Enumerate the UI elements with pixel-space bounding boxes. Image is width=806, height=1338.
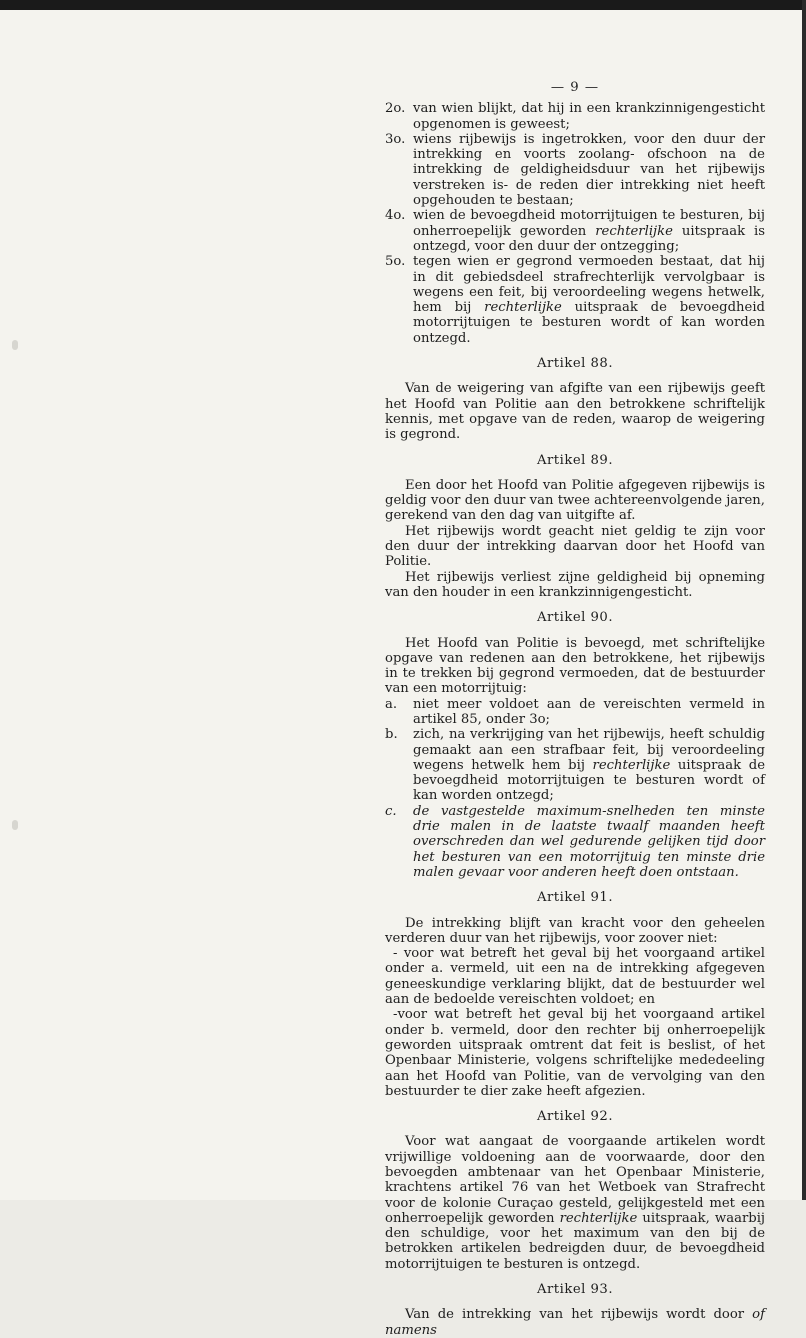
punch-hole [12, 820, 18, 830]
list-item [385, 132, 765, 208]
list-text: zich, na verkrijging van het rijbewijs, heeft schuldig gemaakt aan een strafbaar feit, bij veroordeeling wegens hetwelk hem bij rechterlijke uitspraak de bevoegdheid motorrijtuigen te besturen wordt of kan worden ontzegd; [413, 727, 765, 804]
italic-term: rechterlijke [559, 1210, 638, 1226]
list-item [385, 697, 765, 728]
italic-term: rechterlijke [484, 300, 562, 316]
list-marker: 5o. [385, 254, 406, 270]
list-text: van wien blijkt, dat hij in een krankzinnigengesticht opgenomen is geweest; [413, 101, 765, 132]
article-heading: Artikel 93. [536, 1282, 614, 1298]
paragraph: De intrekking blijft van kracht voor den geheelen verderen duur van het rijbewijs, voor zoover niet: [385, 915, 765, 946]
article-heading: Artikel 91. [536, 890, 614, 906]
list-text: niet meer voldoet aan de vereischten vermeld in artikel 85, onder 3o; [413, 696, 765, 727]
list-item [385, 208, 765, 254]
list-item [385, 727, 765, 803]
list-text: wiens rijbewijs is ingetrokken, voor den duur der intrekking en voorts zoolang- ofschoon na de intrekking de geldigheidsduur van het rijbewijs verstreken is- de reden dier intrekking niet heeft opgehouden te bestaan; [413, 131, 765, 209]
article-heading: Artikel 88. [536, 356, 614, 372]
list-text: wien de bevoegdheid motorrijtuigen te besturen, bij onherroepelijk geworden rechterlijke uitspraak is ontzegd, voor den duur der ontzegging; [413, 208, 766, 254]
paragraph: Het rijbewijs verliest zijne geldigheid bij opneming van den houder in een krankzinnigengesticht. [385, 569, 765, 600]
list-marker: 3o. [385, 131, 406, 147]
text-column [385, 80, 765, 1338]
list-marker: b. [385, 727, 398, 743]
scan-right-border [802, 0, 806, 1200]
italic-term: of namens [385, 1307, 765, 1338]
list-text: de vastgestelde maximum-snelheden ten minste drie malen in de laatste twaalf maanden heeft overschreden dan wel gedurende gelijken tijd door het besturen van een motorrijtuig ten minste drie malen gevaar voor anderen heeft doen ontstaan. [413, 803, 765, 880]
list-marker: c. [385, 803, 397, 819]
punch-hole [12, 340, 18, 350]
paragraph: Het rijbewijs wordt geacht niet geldig te zijn voor den duur der intrekking daarvan door het Hoofd van Politie. [385, 523, 765, 570]
paragraph: - voor wat betreft het geval bij het voorgaand artikel onder a. vermeld, uit een na de intrekking afgegeven geneeskundige verklaring blijkt, dat de bestuurder wel aan de bedoelde vereischten voldoet; en [385, 946, 765, 1008]
list-text: tegen wien er gegrond vermoeden bestaat, dat hij in dit gebiedsdeel strafrechterlijk vervolgbaar is wegens een feit, bij veroordeeling wegens hetwelk, hem bij rechterlijke uitspraak de bevoegdheid motorrijtuigen te besturen wordt of kan worden ontzegd. [413, 254, 766, 346]
list-item [385, 101, 765, 132]
italic-term: rechterlijke [592, 757, 671, 773]
article-heading: Artikel 90. [536, 610, 614, 626]
list-item [385, 804, 765, 880]
paragraph: Een door het Hoofd van Politie afgegeven rijbewijs is geldig voor den duur van twee achtereenvolgende jaren, gerekend van den dag van uitgifte af. [385, 477, 765, 524]
paragraph: Het Hoofd van Politie is bevoegd, met schriftelijke opgave van redenen aan den betrokkene, het rijbewijs in te trekken bij gegrond vermoeden, dat de bestuurder van een motorrijtuig: [385, 635, 765, 697]
list-item [385, 254, 765, 346]
article-heading: Artikel 92. [536, 1109, 614, 1125]
scan-top-border [0, 0, 806, 10]
paragraph: Van de intrekking van het rijbewijs wordt door of namens [385, 1307, 765, 1338]
list-marker: 2o. [385, 101, 406, 117]
article-heading: Artikel 89. [536, 452, 614, 468]
paragraph: -voor wat betreft het geval bij het voorgaand artikel onder b. vermeld, door den rechter bij onherroepelijk geworden uitspraak omtrent dat feit is beslist, of het Openbaar Ministerie, volgens schriftelijke mededeeling aan het Hoofd van Politie, van de vervolging van den bestuurder te dier zake heeft afgezien. [385, 1007, 765, 1099]
italic-term: rechterlijke [595, 223, 673, 239]
paragraph: Van de weigering van afgifte van een rijbewijs geeft het Hoofd van Politie aan den betrokkene schriftelijk kennis, met opgave van de reden, waarop de weigering is gegrond. [385, 381, 765, 443]
list-marker: 4o. [385, 208, 406, 224]
paragraph: Voor wat aangaat de voorgaande artikelen wordt vrijwillige voldoening aan de voorwaarde, door den bevoegden ambtenaar van het Openbaar Ministerie, krachtens artikel 76 van het Wetboek van Strafrecht voor de kolonie Curaçao gesteld, gelijkgesteld met een onherroepelijk geworden rechterlijke uitspraak, waarbij den schuldige, voor het maximum van den bij de betrokken artikelen bedreigden duur, de bevoegdheid motorrijtuigen te besturen is ontzegd. [385, 1134, 765, 1272]
page-number: — 9 — [550, 80, 600, 95]
list-marker: a. [385, 696, 398, 712]
